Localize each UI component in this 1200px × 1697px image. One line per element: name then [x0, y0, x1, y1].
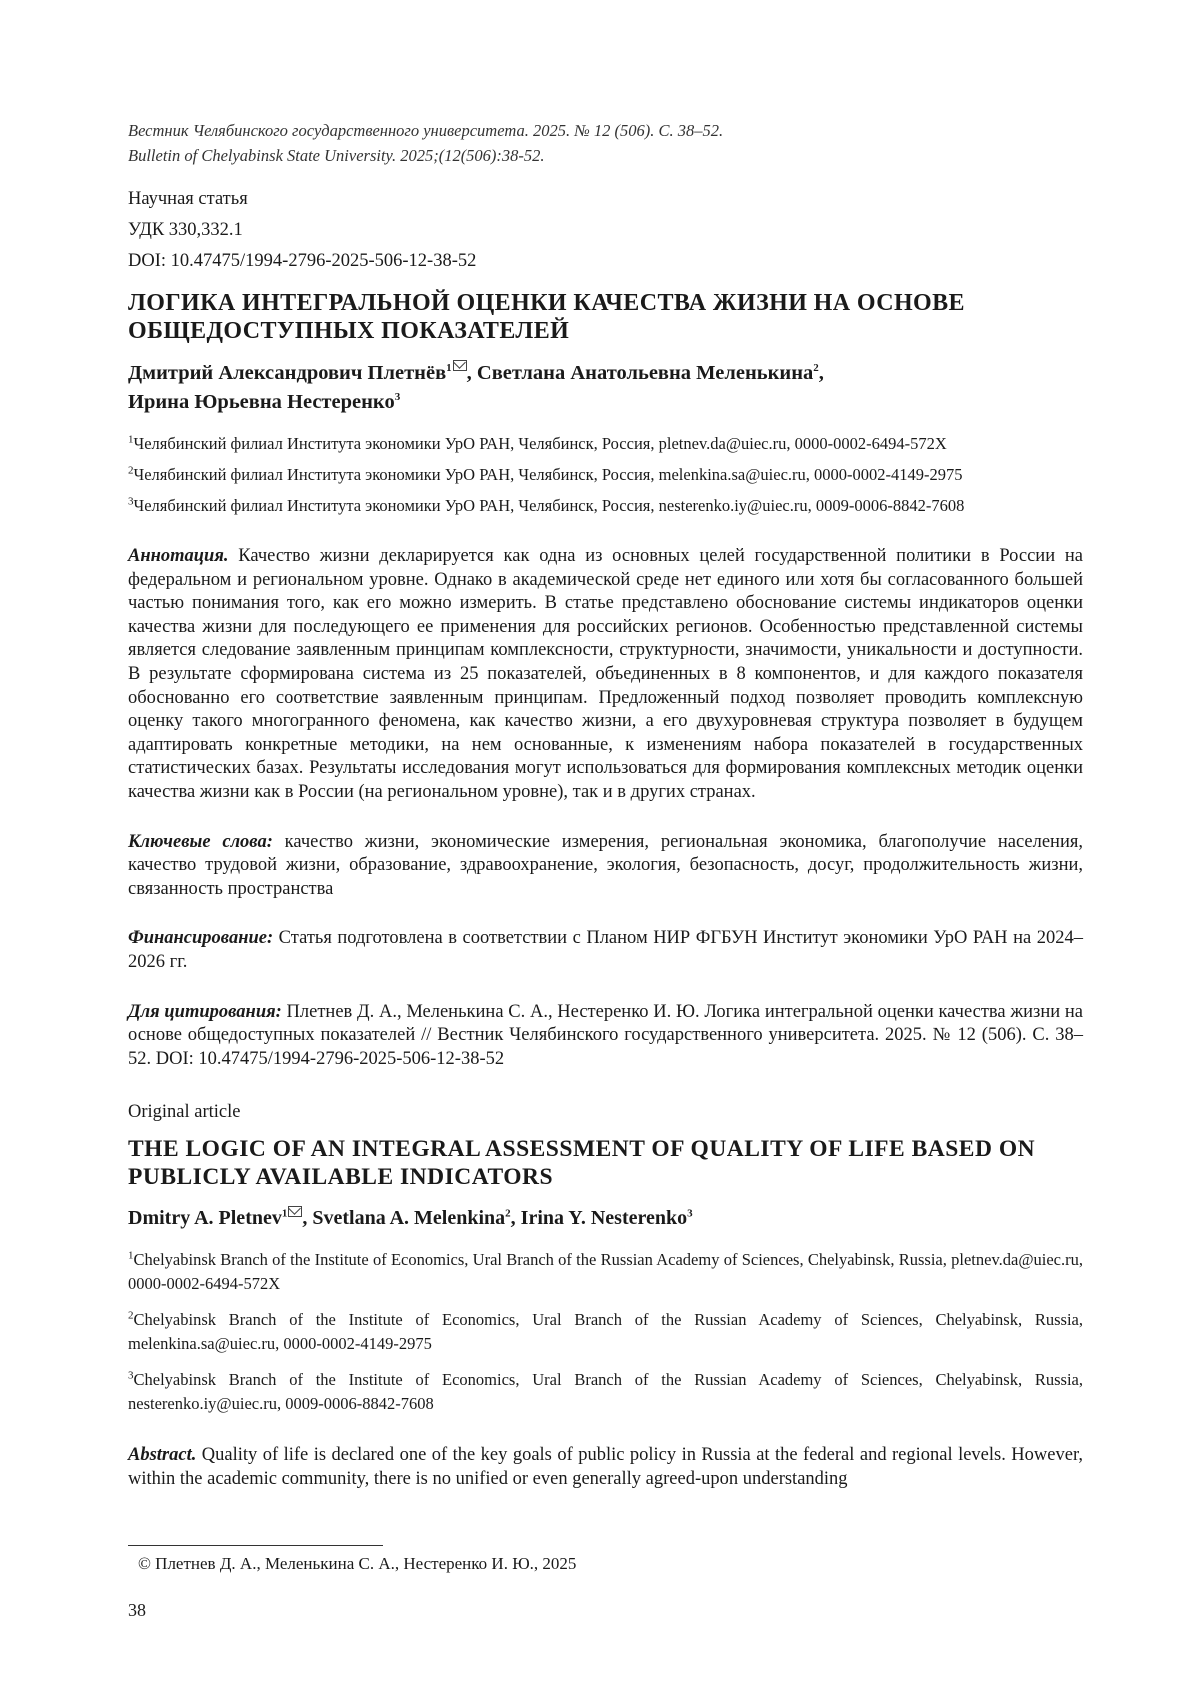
abstract-text: Quality of life is declared one of the key goals of public policy in Russia at the federal and regional levels. However, within the academic community, there is no unified or even generally agreed-upon understanding: [128, 1445, 1083, 1489]
affiliation-sup: 2: [128, 464, 134, 477]
abstract-label: Abstract.: [128, 1445, 197, 1466]
citation-ru: [128, 1001, 1083, 1072]
affiliation-ru-3: [128, 495, 1083, 517]
citation-text: Плетнев Д. А., Меленькина С. А., Нестеренко И. Ю. Логика интегральной оценки качества жизни на основе общедоступных показателей // Вестник Челябинского государственного университета. 2025. № 12 (506). С. 38–52. DOI: 10.47475/1994-2796-2025-506-12-38-52: [128, 1001, 1083, 1069]
affiliation-sup: 3: [128, 495, 134, 508]
affiliation-text: Челябинский филиал Института экономики УрО РАН, Челябинск, Россия, pletnev.da@uiec.ru, 0000-0002-6494-572X: [133, 434, 947, 453]
affiliation-text: Chelyabinsk Branch of the Institute of Economics, Ural Branch of the Russian Academy of Sciences, Chelyabinsk, Russia, melenkina.sa@uiec.ru, 0000-0002-4149-2975: [128, 1310, 1083, 1354]
affiliation-sup: 1: [128, 433, 134, 446]
authors-ru: Дмитрий Александрович Плетнёв$^1$ , Светлана Анатольевна Меленькина$^2$, Ирина Юрьевна Нестеренко$^3$: [128, 362, 824, 413]
author-separator: ,: [510, 1207, 521, 1230]
author-2-en-sup: 2: [505, 1207, 511, 1220]
affiliation-text: Челябинский филиал Института экономики УрО РАН, Челябинск, Россия, melenkina.sa@uiec.ru, 0000-0002-4149-2975: [133, 465, 963, 484]
affiliation-ru-1: [128, 433, 1083, 455]
author-3-en-sup: 3: [687, 1207, 693, 1220]
affiliation-sup: 2: [128, 1309, 134, 1322]
journal-ref-ru: Вестник Челябинского государственного университета. 2025. № 12 (506). С. 38–52.: [128, 121, 724, 140]
envelope-icon: [288, 1206, 302, 1217]
envelope-icon: [453, 360, 467, 371]
funding-ru: [128, 927, 1083, 974]
affiliation-text: Chelyabinsk Branch of the Institute of Economics, Ural Branch of the Russian Academy of Sciences, Chelyabinsk, Russia, nesterenko.iy@uiec.ru, 0009-0006-8842-7608: [128, 1370, 1083, 1414]
keywords-text: качество жизни, экономические измерения, региональная экономика, благополучие населения, качество трудовой жизни, образование, здравоохранение, экология, безопасность, досуг, продолжительность жизни, связанность пространства: [128, 831, 1083, 899]
author-3-en: Irina Y. Nesterenko: [520, 1207, 688, 1230]
author-2-sup: 2: [813, 362, 819, 375]
affiliation-en-3: [128, 1368, 1083, 1416]
author-1-en-sup: 1: [281, 1207, 288, 1220]
author-1-sup: 1: [446, 362, 452, 375]
doi: DOI: 10.47475/1994-2796-2025-506-12-38-52: [128, 251, 477, 271]
footnote-divider: [128, 1545, 383, 1546]
article-title-ru: [128, 289, 1083, 345]
affiliation-sup: 1: [128, 1249, 134, 1262]
journal-ref-en: Bulletin of Chelyabinsk State University. 2025;(12(506):38-52.: [128, 146, 545, 165]
copyright-footnote: © Плетнев Д. А., Меленькина С. А., Нестеренко И. Ю., 2025: [138, 1554, 577, 1573]
annotation-label: Аннотация.: [128, 546, 229, 566]
annotation-ru: [128, 545, 1083, 805]
affiliation-en-1: [128, 1248, 1083, 1296]
page-number: 38: [128, 1600, 146, 1620]
author-3-sup: 3: [394, 391, 401, 404]
abstract-en: [128, 1444, 1083, 1491]
affiliation-text: Chelyabinsk Branch of the Institute of Economics, Ural Branch of the Russian Academy of Sciences, Chelyabinsk, Russia, pletnev.da@uiec.ru, 0000-0002-6494-572X: [128, 1250, 1083, 1294]
affiliation-ru-2: [128, 464, 1083, 486]
author-1-ru: Дмитрий Александрович Плетнёв: [128, 362, 447, 384]
keywords-ru: [128, 831, 1083, 902]
article-type-en: Original article: [128, 1102, 241, 1123]
author-2-ru: Светлана Анатольевна Меленькина: [476, 362, 814, 384]
title-en-line-1: THE LOGIC OF AN INTEGRAL ASSESSMENT OF QUALITY OF LIFE BASED ON: [128, 1136, 1036, 1163]
authors-en: [128, 1205, 1083, 1232]
affiliation-text: Челябинский филиал Института экономики УрО РАН, Челябинск, Россия, nesterenko.iy@uiec.ru, 0009-0006-8842-7608: [133, 496, 965, 515]
annotation-text: Качество жизни декларируется как одна из основных целей государственной политики в России на федеральном и региональном уровне. Однако в академической среде нет единого или хотя бы согласованного большей частью понимания того, как его можно измерить. В статье представлено обоснование системы индикаторов оценки качества жизни для последующего ее применения для российских регионов. Особенностью представленной системы является следование заявленным принципам комплексности, структурности, значимости, уникальности и доступности. В результате сформирована система из 25 показателей, объединенных в 8 компонентов, и для каждого показателя обоснованно его соответствие заявленным принципам. Предложенный подход позволяет проводить комплексную оценку такого многогранного феномена, как качество жизни, а его двухуровневая структура позволяет в будущем адаптировать конкретные методики, на нем основанные, к изменениям набора показателей в государственных статистических базах. Результаты исследования могут использоваться для формирования комплексных методик оценки качества жизни как в России (на региональном уровне), так и в других странах.: [128, 546, 1083, 802]
article-content: [128, 118, 1083, 1491]
affiliation-en-2: [128, 1308, 1083, 1356]
author-separator: ,: [466, 362, 477, 384]
funding-label: Финансирование:: [128, 928, 274, 949]
author-3-ru: Ирина Юрьевна Нестеренко: [128, 391, 395, 413]
author-separator: ,: [302, 1207, 313, 1230]
author-1-en: Dmitry A. Pletnev: [128, 1207, 282, 1230]
udc-code: УДК 330,332.1: [128, 220, 243, 240]
article-type-ru: Научная статья: [128, 189, 248, 209]
affiliation-sup: 3: [128, 1369, 134, 1382]
citation-label: Для цитирования:: [128, 1001, 282, 1022]
author-2-en: Svetlana A. Melenkina: [312, 1207, 506, 1230]
title-ru-line-2: ОБЩЕДОСТУПНЫХ ПОКАЗАТЕЛЕЙ: [128, 318, 570, 344]
article-title-en: [128, 1135, 1083, 1191]
title-en-line-2: PUBLICLY AVAILABLE INDICATORS: [128, 1164, 554, 1191]
keywords-label: Ключевые слова:: [128, 831, 273, 852]
funding-text: Статья подготовлена в соответствии с Планом НИР ФГБУН Институт экономики УрО РАН на 2024–2026 гг.: [128, 928, 1083, 972]
title-ru-line-1: ЛОГИКА ИНТЕГРАЛЬНОЙ ОЦЕНКИ КАЧЕСТВА ЖИЗНИ НА ОСНОВЕ: [128, 290, 965, 316]
journal-header: [128, 118, 1083, 168]
